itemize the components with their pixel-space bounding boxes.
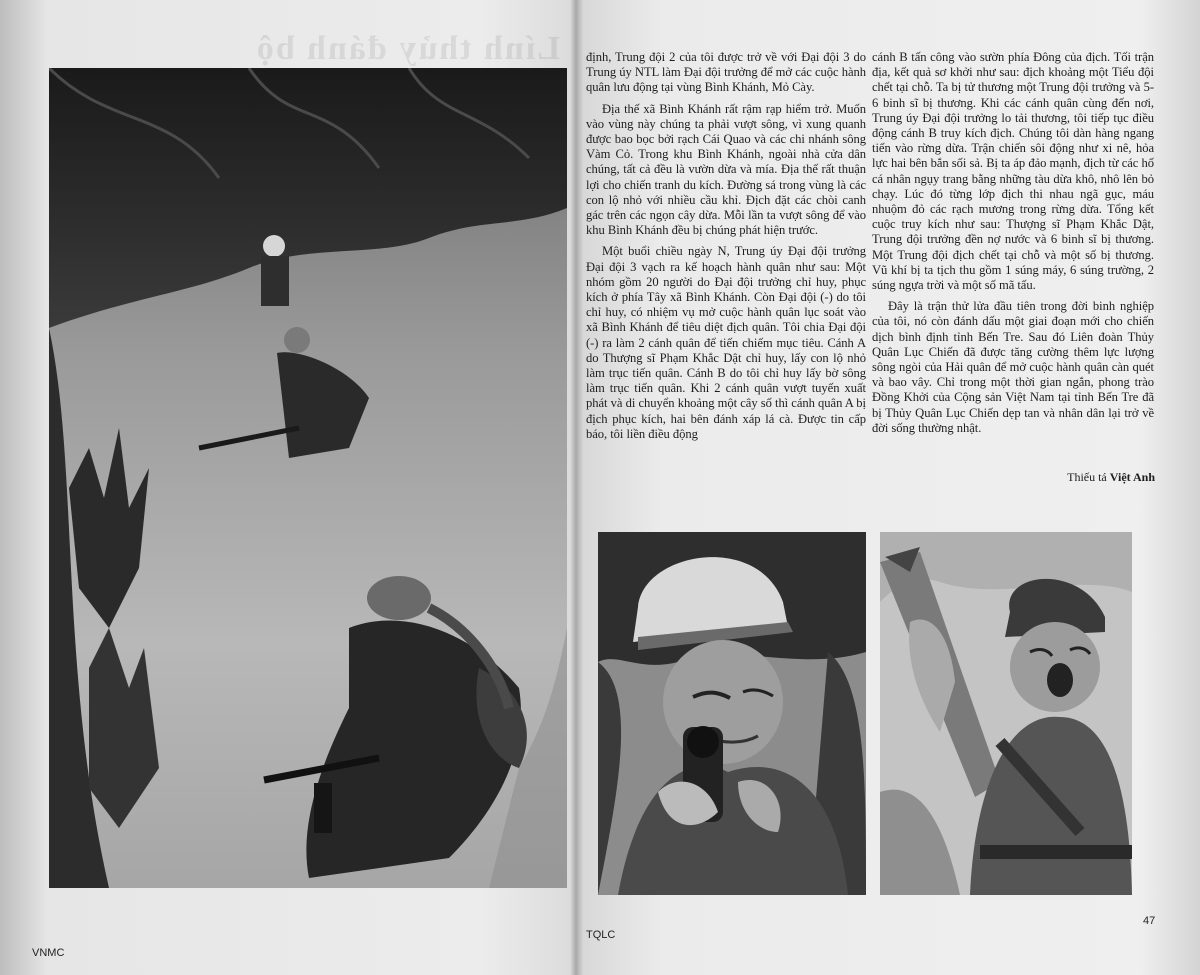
soldier-aiming-image (598, 532, 866, 895)
soldier-shouting-image (880, 532, 1132, 895)
article-column-2 (872, 50, 1154, 442)
left-footer: VNMC (32, 947, 65, 959)
author-rank: Thiếu tá (1067, 470, 1107, 484)
article-column-1 (586, 50, 866, 448)
paragraph: Địa thế xã Bình Khánh rất rậm rạp hiểm trở. Muốn vào vùng này chúng ta phải vượt sông, vì xung quanh được bao bọc bởi rạch Cái Quao và các chi nhánh sông Vàm Cỏ. Trong khu Bình Khánh, ngoài nhà cửa dân chúng, tất cả đều là vườn dừa và mía. Địa thế rất thuận lợi cho chiến tranh du kích. Đường sá trong vùng là các con lộ nhỏ với nhiều cầu khỉ. Địch đặt các chòi canh gác trên các ngọn cây dừa. Mỗi lần ta vượt sông để vào khu Bình Khánh đều bị chúng phát hiện trước. (586, 101, 866, 238)
paragraph: Đây là trận thử lửa đầu tiên trong đời binh nghiệp của tôi, nó còn đánh dấu một giai đoạn mới cho chiến dịch bình định tỉnh Bến Tre. Sau đó Liên đoàn Thủy Quân Lục Chiến đã được tăng cường thêm lực lượng sông ngòi của Hải quân để mở cuộc hành quân càn quét và bao vây. Chỉ trong một thời gian ngắn, phong trào Đồng Khởi của Cộng sản Việt Nam tại tỉnh Bến Tre đã bị Thủy Quân Lục Chiến dẹp tan và nhân dân lại trở về đời sống thường nhật. (872, 299, 1154, 435)
author-name: Việt Anh (1109, 470, 1155, 484)
right-footer: TQLC (586, 929, 616, 941)
river-patrol-photo (49, 68, 567, 888)
paragraph: cánh B tấn công vào sườn phía Đông của địch. Tối trận địa, kết quả sơ khởi như sau: địch khoảng một Tiểu đội chết tại chỗ. Ta bị tử thương một Trung đội trưởng và 5-6 binh sĩ bị thương. Khi các cánh quân cùng đến nơi, Trung úy Đại đội trưởng lo tải thương, tôi tiếp tục điều động cánh B truy kích địch. Chúng tôi dàn hàng ngang tiến vào rừng dừa. Trận chiến sôi động như xi nê, hỏa lực hai bên bắn sối sả. Bị ta áp đảo mạnh, địch từ các hố cá nhân ngụy trang bằng những tàu dừa khô, nhô lên bỏ chạy. Lúc đó từng lớp địch thi nhau ngã gục, máu nhuộm đỏ các rạch mương trong rừng dừa. Tổng kết cuộc truy kích như sau: Thượng sĩ Phạm Khắc Dật, Trung đội trưởng đền nợ nước và 6 binh sĩ bị thương. Một Trung đội địch chết tại chỗ và một số bị thương. Vũ khí bị ta tịch thu gồm 1 súng máy, 6 súng trường, 2 súng ngựa trời và một số mã tấu. (872, 50, 1154, 293)
river-patrol-image (49, 68, 567, 888)
author-signature (1000, 470, 1155, 485)
paragraph: Một buổi chiều ngày N, Trung úy Đại đội trưởng Đại đội 3 vạch ra kế hoạch hành quân như sau: Một nhóm gồm 20 người do Đại đội trưởng chỉ huy, phục kích ở phía Tây xã Bình Khánh. Còn Đại đội (-) do tôi chỉ huy, có nhiệm vụ mở cuộc hành quân lục soát vào xã Bình Khánh để tiêu diệt địch quân. Tôi chia Đại đội (-) ra làm 2 cánh quân để tiến chiếm mục tiêu. Cánh A do Thượng sĩ Phạm Khắc Dật chỉ huy, lấy con lộ nhỏ làm trục tiến quân. Cánh B do tôi chỉ huy lấy bờ sông làm trục tiến quân. Khi 2 cánh quân vượt tuyến xuất phát và di chuyển khoảng một cây số thì cánh quân A bị địch phục kích, hai bên đánh xáp lá cà. Được tin cấp báo, tôi liền điều động (586, 244, 866, 441)
soldier-aiming-photo (598, 532, 866, 895)
page-number: 47 (1143, 915, 1156, 927)
paragraph: định, Trung đội 2 của tôi được trở về với Đại đội 3 do Trung úy NTL làm Đại đội trưởng để mở các cuộc hành quân lưu động tại vùng Bình Khánh, Mỏ Cày. (586, 50, 866, 95)
soldier-shouting-photo (880, 532, 1132, 895)
bleed-through-title: Lính thủy đánh bộ (254, 30, 560, 67)
